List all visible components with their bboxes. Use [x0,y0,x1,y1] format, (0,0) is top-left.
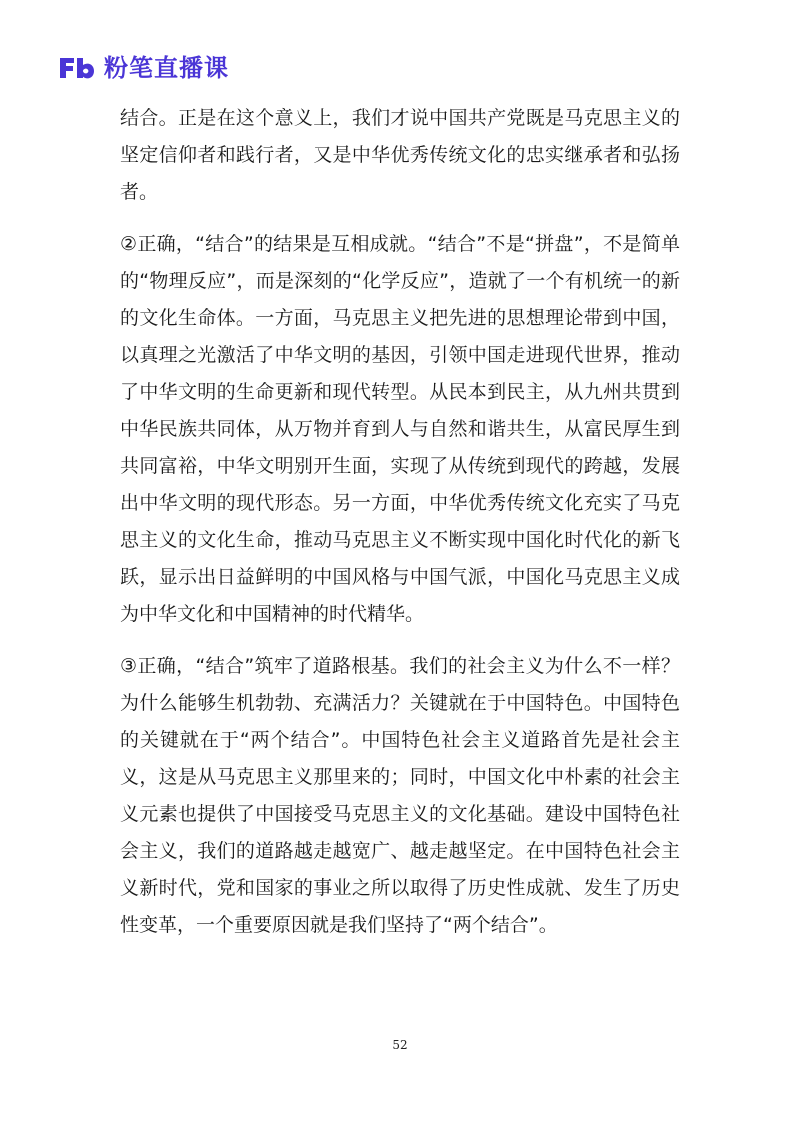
document-body [120,100,680,944]
brand-title: 粉笔直播课 [104,54,229,82]
paragraph-3: ③正确，“结合”筑牢了道路根基。我们的社会主义为什么不一样？为什么能够生机勃勃、充满活力？关键就在于中国特色。中国特色的关键就在于“两个结合”。中国特色社会主义道路首先是社会主义，这是从马克思主义那里来的；同时，中国文化中朴素的社会主义元素也提供了中国接受马克思主义的文化基础。建设中国特色社会主义，我们的道路越走越宽广、越走越坚定。在中国特色社会主义新时代，党和国家的事业之所以取得了历史性成就、发生了历史性变革，一个重要原因就是我们坚持了“两个结合”。 [120,655,680,936]
page-header [58,50,229,86]
page-number: 52 [392,1038,408,1052]
paragraph-2: ②正确，“结合”的结果是互相成就。“结合”不是“拼盘”，不是简单的“物理反应”，而是深刻的“化学反应”，造就了一个有机统一的新的文化生命体。一方面，马克思主义把先进的思想理论带到中国，以真理之光激活了中华文明的基因，引领中国走进现代世界，推动了中华文明的生命更新和现代转型。从民本到民主，从九州共贯到中华民族共同体，从万物并育到人与自然和谐共生，从富民厚生到共同富裕，中华文明别开生面，实现了从传统到现代的跨越，发展出中华文明的现代形态。另一方面，中华优秀传统文化充实了马克思主义的文化生命，推动马克思主义不断实现中国化时代化的新飞跃，显示出日益鲜明的中国风格与中国气派，中国化马克思主义成为中华文化和中国精神的时代精华。 [120,233,680,625]
fb-logo-icon [58,54,96,82]
paragraph-1: 结合。正是在这个意义上，我们才说中国共产党既是马克思主义的坚定信仰者和践行者，又是中华优秀传统文化的忠实继承者和弘扬者。 [120,107,680,203]
